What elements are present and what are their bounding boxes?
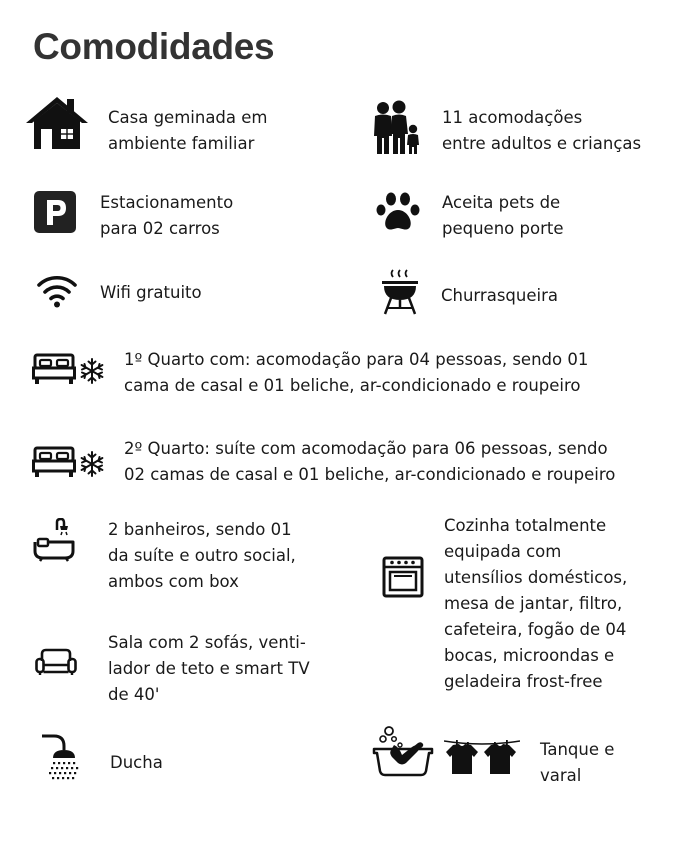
room1-description: 1º Quarto com: acomodação para 04 pessoas, sendo 01 cama de casal e 01 beliche, ar-condicionado e roupeiro (124, 350, 589, 395)
kitchen-description: Cozinha totalmente equipada com utensílios domésticos, mesa de jantar, filtro, cafeteira, fogão de 04 bocas, microondas e geladeira frost-free (444, 516, 628, 691)
grill-icon (380, 268, 420, 316)
shower-icon (40, 733, 80, 781)
pets-description: Aceita pets de pequeno porte (442, 193, 564, 238)
snowflake-icon (79, 451, 105, 477)
room2-description: 2º Quarto: suíte com acomodação para 06 pessoas, sendo 02 camas de casal e 01 beliche, ar-condicionado e roupeiro (124, 439, 616, 484)
wifi-description: Wifi gratuito (100, 283, 202, 302)
bathrooms-description: 2 banheiros, sendo 01 da suíte e outro social, ambos com box (108, 520, 296, 591)
paw-icon (375, 191, 421, 233)
laundry-description: Tanque e varal (540, 740, 615, 785)
oven-icon (382, 556, 424, 598)
clothesline-icon (444, 738, 520, 778)
snowflake-icon (79, 358, 105, 384)
parking-icon (34, 191, 76, 233)
page-title: Comodidades (33, 26, 275, 67)
shower-description: Ducha (110, 753, 163, 772)
sofa-icon (35, 648, 77, 676)
bbq-description: Churrasqueira (441, 286, 558, 305)
washbasin-icon (372, 725, 434, 777)
house-description: Casa geminada em ambiente familiar (108, 108, 268, 153)
family-icon (370, 100, 422, 156)
bed-icon (32, 445, 76, 479)
wifi-icon (36, 272, 78, 308)
bed-icon (32, 352, 76, 386)
bathtub-icon (33, 518, 77, 562)
parking-description: Estacionamento para 02 carros (100, 193, 234, 238)
house-icon (25, 95, 89, 151)
guests-description: 11 acomodações entre adultos e crianças (442, 108, 642, 153)
living-description: Sala com 2 sofás, venti- lador de teto e smart TV de 40' (108, 633, 310, 704)
